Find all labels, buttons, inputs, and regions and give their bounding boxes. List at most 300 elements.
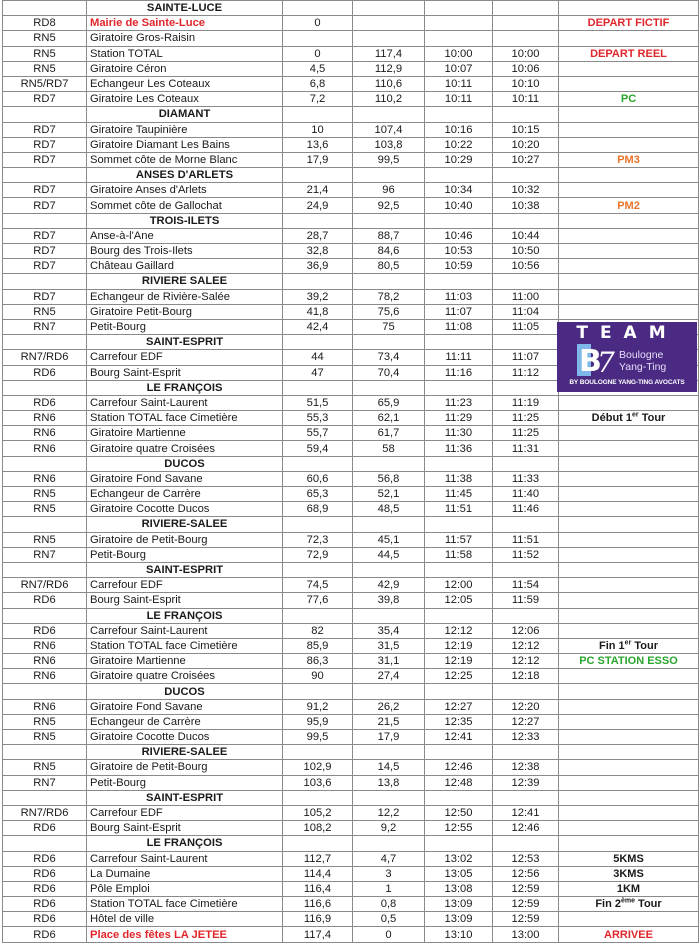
- place-cell: Giratoire Petit-Bourg: [87, 304, 283, 319]
- table-row: [3, 183, 699, 198]
- route-table-body: [3, 1, 699, 943]
- time-slow-cell: 12:27: [493, 714, 559, 729]
- table-row: [3, 46, 699, 61]
- section-empty-cell: [559, 274, 699, 289]
- km-cell: 72,9: [283, 547, 353, 562]
- table-row: [3, 805, 699, 820]
- time-slow-cell: 10:00: [493, 46, 559, 61]
- section-road-cell: [3, 517, 87, 532]
- time-fast-cell: 11:38: [425, 471, 493, 486]
- section-row: [3, 608, 699, 623]
- place-cell: Sommet côte de Gallochat: [87, 198, 283, 213]
- km-cell: 44: [283, 350, 353, 365]
- logo-mark-digit: 7: [597, 346, 615, 378]
- remaining-cell: 99,5: [353, 152, 425, 167]
- remaining-cell: 110,2: [353, 92, 425, 107]
- time-slow-cell: 11:33: [493, 471, 559, 486]
- table-row: [3, 244, 699, 259]
- road-cell: RD6: [3, 866, 87, 881]
- logo-name-line2: Yang-Ting: [619, 361, 667, 373]
- section-empty-cell: [559, 608, 699, 623]
- logo-team-text: TEAM: [576, 323, 678, 343]
- remaining-cell: 12,2: [353, 805, 425, 820]
- note-text: 1KM: [616, 882, 641, 895]
- section-road-cell: [3, 456, 87, 471]
- road-cell: RN7: [3, 319, 87, 334]
- section-empty-cell: [493, 684, 559, 699]
- time-fast-cell: [425, 16, 493, 31]
- logo-byline: BY BOULOGNE YANG-TING AVOCATS: [569, 379, 685, 386]
- time-fast-cell: 12:35: [425, 714, 493, 729]
- section-empty-cell: [493, 608, 559, 623]
- time-fast-cell: 11:03: [425, 289, 493, 304]
- time-slow-cell: 12:20: [493, 699, 559, 714]
- note-cell: [559, 638, 699, 653]
- time-fast-cell: 12:27: [425, 699, 493, 714]
- section-empty-cell: [559, 107, 699, 122]
- note-cell: [559, 259, 699, 274]
- section-road-cell: [3, 168, 87, 183]
- road-cell: RN6: [3, 411, 87, 426]
- time-slow-cell: 12:38: [493, 760, 559, 775]
- time-slow-cell: 12:41: [493, 805, 559, 820]
- km-cell: 10: [283, 122, 353, 137]
- time-fast-cell: 11:16: [425, 365, 493, 380]
- time-fast-cell: 12:19: [425, 638, 493, 653]
- place-cell: Giratoire Cocotte Ducos: [87, 730, 283, 745]
- note-cell: [559, 699, 699, 714]
- table-row: [3, 471, 699, 486]
- road-cell: RN7: [3, 775, 87, 790]
- section-title: RIVIERE-SALEE: [87, 517, 283, 532]
- km-cell: 4,5: [283, 61, 353, 76]
- time-fast-cell: 12:12: [425, 623, 493, 638]
- section-empty-cell: [493, 517, 559, 532]
- note-cell: [559, 866, 699, 881]
- section-empty-cell: [353, 836, 425, 851]
- road-cell: RD6: [3, 851, 87, 866]
- time-slow-cell: 10:50: [493, 244, 559, 259]
- km-cell: 86,3: [283, 654, 353, 669]
- table-row: [3, 426, 699, 441]
- section-row: [3, 274, 699, 289]
- time-fast-cell: 10:22: [425, 137, 493, 152]
- time-slow-cell: 12:39: [493, 775, 559, 790]
- remaining-cell: [353, 31, 425, 46]
- time-slow-cell: 12:46: [493, 821, 559, 836]
- section-empty-cell: [493, 562, 559, 577]
- remaining-cell: 112,9: [353, 61, 425, 76]
- logo-mark-letter: B: [579, 344, 602, 378]
- note-cell: [559, 441, 699, 456]
- time-slow-cell: 11:25: [493, 426, 559, 441]
- section-title: LE FRANÇOIS: [87, 380, 283, 395]
- km-cell: 114,4: [283, 866, 353, 881]
- table-row: [3, 76, 699, 91]
- section-row: [3, 790, 699, 805]
- note-cell: [559, 152, 699, 167]
- km-cell: 51,5: [283, 395, 353, 410]
- remaining-cell: 39,8: [353, 593, 425, 608]
- km-cell: 74,5: [283, 578, 353, 593]
- remaining-cell: 110,6: [353, 76, 425, 91]
- time-fast-cell: 11:07: [425, 304, 493, 319]
- section-empty-cell: [493, 1, 559, 16]
- place-cell: Bourg des Trois-Ilets: [87, 244, 283, 259]
- time-slow-cell: 10:11: [493, 92, 559, 107]
- section-empty-cell: [283, 107, 353, 122]
- time-slow-cell: 10:56: [493, 259, 559, 274]
- road-cell: RN6: [3, 669, 87, 684]
- section-empty-cell: [283, 274, 353, 289]
- note-text: 3KMS: [613, 867, 644, 880]
- table-row: [3, 897, 699, 912]
- section-title: SAINT-ESPRIT: [87, 335, 283, 350]
- time-fast-cell: 13:10: [425, 927, 493, 942]
- place-cell: Château Gaillard: [87, 259, 283, 274]
- section-empty-cell: [353, 380, 425, 395]
- section-row: [3, 168, 699, 183]
- note-text: PM2: [617, 199, 640, 212]
- section-title: DUCOS: [87, 684, 283, 699]
- section-row: [3, 1, 699, 16]
- place-cell: Sommet côte de Morne Blanc: [87, 152, 283, 167]
- time-slow-cell: 11:04: [493, 304, 559, 319]
- time-fast-cell: 12:48: [425, 775, 493, 790]
- note-cell: [559, 244, 699, 259]
- section-empty-cell: [353, 562, 425, 577]
- section-row: [3, 213, 699, 228]
- km-cell: 117,4: [283, 927, 353, 942]
- table-row: [3, 760, 699, 775]
- table-row: [3, 137, 699, 152]
- remaining-cell: 107,4: [353, 122, 425, 137]
- section-empty-cell: [493, 790, 559, 805]
- note-text: Début 1: [591, 412, 633, 425]
- section-road-cell: [3, 608, 87, 623]
- time-fast-cell: 12:05: [425, 593, 493, 608]
- km-cell: 112,7: [283, 851, 353, 866]
- section-empty-cell: [353, 456, 425, 471]
- place-cell: Giratoire quatre Croisées: [87, 669, 283, 684]
- place-cell: Giratoire Les Coteaux: [87, 92, 283, 107]
- time-slow-cell: 11:46: [493, 502, 559, 517]
- time-fast-cell: 12:25: [425, 669, 493, 684]
- section-empty-cell: [559, 517, 699, 532]
- km-cell: 90: [283, 669, 353, 684]
- place-cell: Carrefour EDF: [87, 578, 283, 593]
- time-fast-cell: 13:05: [425, 866, 493, 881]
- section-road-cell: [3, 335, 87, 350]
- road-cell: RN6: [3, 441, 87, 456]
- time-fast-cell: 11:23: [425, 395, 493, 410]
- note-cell: [559, 578, 699, 593]
- section-empty-cell: [353, 168, 425, 183]
- km-cell: 42,4: [283, 319, 353, 334]
- km-cell: 39,2: [283, 289, 353, 304]
- place-cell: Place des fêtes LA JETEE: [87, 927, 283, 942]
- time-fast-cell: 12:41: [425, 730, 493, 745]
- place-cell: Petit-Bourg: [87, 319, 283, 334]
- section-empty-cell: [425, 684, 493, 699]
- km-cell: 6,8: [283, 76, 353, 91]
- note-cell: [559, 912, 699, 927]
- remaining-cell: 92,5: [353, 198, 425, 213]
- time-fast-cell: 10:34: [425, 183, 493, 198]
- place-cell: Giratoire Taupinière: [87, 122, 283, 137]
- remaining-cell: 13,8: [353, 775, 425, 790]
- km-cell: 13,6: [283, 137, 353, 152]
- table-row: [3, 31, 699, 46]
- table-row: [3, 866, 699, 881]
- place-cell: Bourg Saint-Esprit: [87, 821, 283, 836]
- km-cell: 77,6: [283, 593, 353, 608]
- note-cell: [559, 289, 699, 304]
- section-road-cell: [3, 790, 87, 805]
- km-cell: 116,4: [283, 881, 353, 896]
- time-slow-cell: 12:59: [493, 912, 559, 927]
- note-cell: [559, 927, 699, 942]
- place-cell: Giratoire Gros-Raisin: [87, 31, 283, 46]
- place-cell: Bourg Saint-Esprit: [87, 593, 283, 608]
- remaining-cell: 84,6: [353, 244, 425, 259]
- time-slow-cell: 10:27: [493, 152, 559, 167]
- place-cell: Giratoire Fond Savane: [87, 699, 283, 714]
- km-cell: 60,6: [283, 471, 353, 486]
- section-empty-cell: [283, 562, 353, 577]
- table-row: [3, 654, 699, 669]
- section-empty-cell: [493, 836, 559, 851]
- section-empty-cell: [425, 517, 493, 532]
- note-cell: [559, 654, 699, 669]
- section-road-cell: [3, 107, 87, 122]
- time-fast-cell: 11:08: [425, 319, 493, 334]
- place-cell: Carrefour Saint-Laurent: [87, 851, 283, 866]
- remaining-cell: 31,1: [353, 654, 425, 669]
- road-cell: RD7: [3, 122, 87, 137]
- time-slow-cell: 11:59: [493, 593, 559, 608]
- remaining-cell: 26,2: [353, 699, 425, 714]
- section-empty-cell: [283, 456, 353, 471]
- time-slow-cell: 10:38: [493, 198, 559, 213]
- remaining-cell: 4,7: [353, 851, 425, 866]
- note-text: Fin 2: [595, 898, 621, 911]
- time-fast-cell: 10:29: [425, 152, 493, 167]
- note-superscript: er: [632, 411, 639, 419]
- time-fast-cell: [425, 31, 493, 46]
- road-cell: RD6: [3, 912, 87, 927]
- time-fast-cell: 10:07: [425, 61, 493, 76]
- remaining-cell: 14,5: [353, 760, 425, 775]
- time-slow-cell: 12:53: [493, 851, 559, 866]
- place-cell: Hôtel de ville: [87, 912, 283, 927]
- note-cell: [559, 183, 699, 198]
- place-cell: Giratoire Cocotte Ducos: [87, 502, 283, 517]
- time-slow-cell: 12:59: [493, 881, 559, 896]
- place-cell: Station TOTAL face Cimetière: [87, 897, 283, 912]
- road-cell: RN7: [3, 547, 87, 562]
- table-row: [3, 395, 699, 410]
- road-cell: RD6: [3, 623, 87, 638]
- road-cell: RD6: [3, 821, 87, 836]
- remaining-cell: 103,8: [353, 137, 425, 152]
- table-row: [3, 699, 699, 714]
- remaining-cell: 9,2: [353, 821, 425, 836]
- time-slow-cell: [493, 31, 559, 46]
- place-cell: La Dumaine: [87, 866, 283, 881]
- note-cell: [559, 532, 699, 547]
- km-cell: 55,3: [283, 411, 353, 426]
- road-cell: RN5: [3, 760, 87, 775]
- note-text: PC: [620, 93, 637, 106]
- note-cell: [559, 714, 699, 729]
- km-cell: 72,3: [283, 532, 353, 547]
- note-cell: [559, 775, 699, 790]
- road-cell: RD7: [3, 183, 87, 198]
- place-cell: Giratoire de Petit-Bourg: [87, 532, 283, 547]
- section-road-cell: [3, 1, 87, 16]
- remaining-cell: 62,1: [353, 411, 425, 426]
- section-empty-cell: [559, 562, 699, 577]
- time-fast-cell: 11:57: [425, 532, 493, 547]
- note-text: ARRIVEE: [604, 928, 653, 941]
- remaining-cell: 52,1: [353, 487, 425, 502]
- note-text: DEPART REEL: [590, 47, 667, 60]
- remaining-cell: 75,6: [353, 304, 425, 319]
- km-cell: 28,7: [283, 228, 353, 243]
- note-cell: [559, 669, 699, 684]
- road-cell: RN5/RD7: [3, 76, 87, 91]
- note-cell: [559, 426, 699, 441]
- section-empty-cell: [353, 107, 425, 122]
- section-empty-cell: [283, 745, 353, 760]
- place-cell: Station TOTAL face Cimetière: [87, 638, 283, 653]
- table-row: [3, 927, 699, 942]
- time-slow-cell: 11:40: [493, 487, 559, 502]
- note-cell: [559, 593, 699, 608]
- place-cell: Carrefour Saint-Laurent: [87, 623, 283, 638]
- road-cell: RN5: [3, 304, 87, 319]
- place-cell: Giratoire Martienne: [87, 426, 283, 441]
- section-title: RIVIERE-SALEE: [87, 745, 283, 760]
- place-cell: Giratoire Fond Savane: [87, 471, 283, 486]
- section-empty-cell: [353, 274, 425, 289]
- km-cell: 32,8: [283, 244, 353, 259]
- road-cell: RD6: [3, 881, 87, 896]
- remaining-cell: 73,4: [353, 350, 425, 365]
- section-empty-cell: [425, 1, 493, 16]
- table-row: [3, 881, 699, 896]
- remaining-cell: 58: [353, 441, 425, 456]
- time-slow-cell: 11:54: [493, 578, 559, 593]
- section-row: [3, 562, 699, 577]
- road-cell: RN5: [3, 714, 87, 729]
- note-cell: [559, 851, 699, 866]
- road-cell: RN5: [3, 61, 87, 76]
- section-empty-cell: [283, 213, 353, 228]
- section-empty-cell: [425, 745, 493, 760]
- section-empty-cell: [559, 790, 699, 805]
- table-row: [3, 411, 699, 426]
- section-title: SAINT-ESPRIT: [87, 790, 283, 805]
- km-cell: 95,9: [283, 714, 353, 729]
- note-cell: [559, 821, 699, 836]
- road-cell: RD8: [3, 16, 87, 31]
- section-empty-cell: [493, 745, 559, 760]
- remaining-cell: [353, 16, 425, 31]
- table-row: [3, 593, 699, 608]
- road-cell: RN6: [3, 638, 87, 653]
- note-cell: [559, 395, 699, 410]
- time-fast-cell: 13:08: [425, 881, 493, 896]
- table-row: [3, 547, 699, 562]
- place-cell: Echangeur de Carrère: [87, 487, 283, 502]
- remaining-cell: 27,4: [353, 669, 425, 684]
- section-empty-cell: [559, 456, 699, 471]
- section-empty-cell: [425, 168, 493, 183]
- table-row: [3, 304, 699, 319]
- section-road-cell: [3, 745, 87, 760]
- section-empty-cell: [283, 684, 353, 699]
- route-table: [2, 0, 699, 943]
- remaining-cell: 1: [353, 881, 425, 896]
- place-cell: Petit-Bourg: [87, 547, 283, 562]
- section-road-cell: [3, 836, 87, 851]
- road-cell: RN5: [3, 487, 87, 502]
- section-row: [3, 745, 699, 760]
- time-fast-cell: 12:55: [425, 821, 493, 836]
- road-cell: RN6: [3, 699, 87, 714]
- section-empty-cell: [283, 836, 353, 851]
- table-row: [3, 122, 699, 137]
- table-row: [3, 441, 699, 456]
- road-cell: RN5: [3, 502, 87, 517]
- road-cell: RD6: [3, 897, 87, 912]
- road-cell: RN6: [3, 426, 87, 441]
- km-cell: 99,5: [283, 730, 353, 745]
- place-cell: Echangeur Les Coteaux: [87, 76, 283, 91]
- time-fast-cell: 13:09: [425, 897, 493, 912]
- km-cell: 17,9: [283, 152, 353, 167]
- road-cell: RN5: [3, 730, 87, 745]
- section-empty-cell: [425, 335, 493, 350]
- time-fast-cell: 11:45: [425, 487, 493, 502]
- section-row: [3, 836, 699, 851]
- time-fast-cell: 11:11: [425, 350, 493, 365]
- note-cell: [559, 805, 699, 820]
- km-cell: 102,9: [283, 760, 353, 775]
- section-title: ANSES D'ARLETS: [87, 168, 283, 183]
- remaining-cell: 61,7: [353, 426, 425, 441]
- section-row: [3, 456, 699, 471]
- table-row: [3, 578, 699, 593]
- section-empty-cell: [559, 213, 699, 228]
- road-cell: RD7: [3, 228, 87, 243]
- remaining-cell: 117,4: [353, 46, 425, 61]
- road-cell: RN5: [3, 31, 87, 46]
- time-fast-cell: 13:09: [425, 912, 493, 927]
- place-cell: Anse-à-l'Ane: [87, 228, 283, 243]
- remaining-cell: 65,9: [353, 395, 425, 410]
- time-slow-cell: 10:20: [493, 137, 559, 152]
- km-cell: 59,4: [283, 441, 353, 456]
- table-row: [3, 487, 699, 502]
- section-row: [3, 107, 699, 122]
- time-fast-cell: 10:46: [425, 228, 493, 243]
- km-cell: 82: [283, 623, 353, 638]
- km-cell: 55,7: [283, 426, 353, 441]
- note-cell: [559, 487, 699, 502]
